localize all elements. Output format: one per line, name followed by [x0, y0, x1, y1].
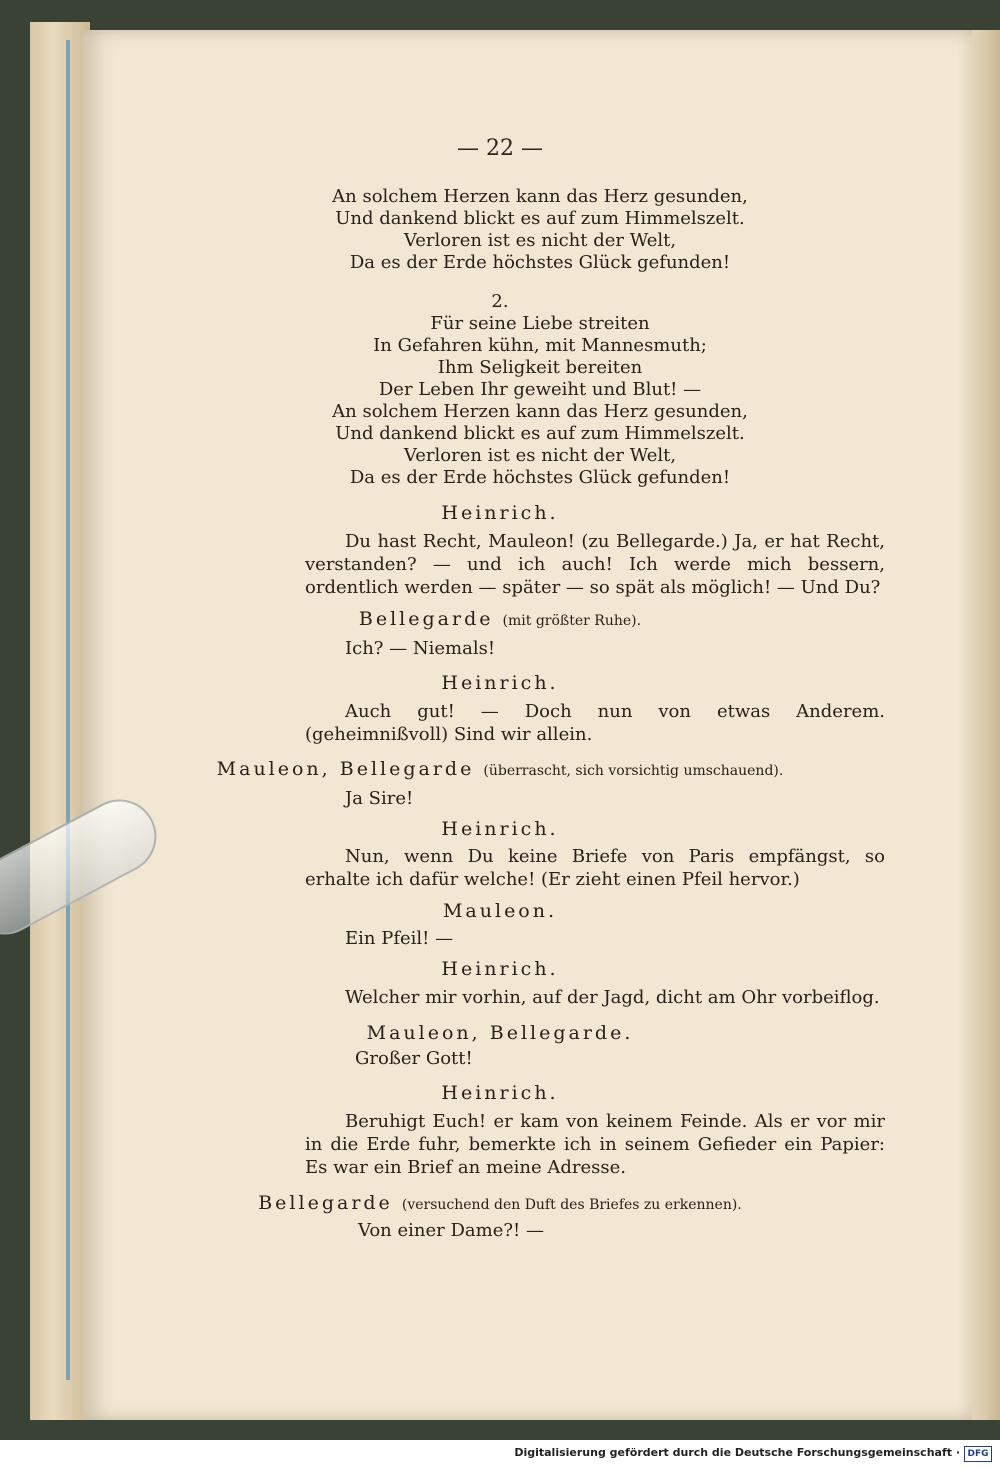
speech-text: Nun, wenn Du keine Briefe von Paris empfängst, so erhalte ich dafür welche! (Er zieht einen Pfeil hervor.) — [305, 846, 885, 890]
speaker-bellegarde-line-2 — [0, 1192, 1000, 1214]
speech-text: Du hast Recht, Mauleon! (zu Bellegarde.) Ja, er hat Recht, verstanden? — und ich auch! Ich werde mich bessern, ordentlich werden — später — so spät als möglich! — Und Du? — [305, 531, 885, 598]
footer-bar — [0, 1440, 1000, 1467]
speaker-heinrich: Heinrich. — [441, 672, 559, 694]
speaker-heinrich: Heinrich. — [441, 502, 559, 524]
verse-line: Verloren ist es nicht der Welt, — [403, 445, 677, 466]
speaker-mauleon-bellegarde-line — [0, 758, 1000, 780]
verse-line: Da es der Erde höchstes Glück gefunden! — [349, 467, 731, 488]
speaker-heinrich: Heinrich. — [441, 818, 559, 840]
speech-heinrich-1 — [305, 530, 885, 599]
stage-direction: (überrascht, sich vorsichtig umschauend). — [483, 763, 784, 779]
stage-direction: (mit größter Ruhe). — [502, 613, 642, 629]
speech-heinrich-2 — [305, 700, 885, 746]
verse-line: An solchem Herzen kann das Herz gesunden, — [332, 186, 748, 207]
verse-line: Der Leben Ihr geweiht und Blut! — — [378, 379, 702, 400]
speech-text: Beruhigt Euch! er kam von keinem Feinde. Als er vor mir in die Erde fuhr, bemerkte ich in seinem Gefieder ein Papier: Es war ein Brief an meine Adresse. — [305, 1111, 885, 1178]
speaker-bellegarde-line — [0, 608, 1000, 630]
page-number: — 22 — — [457, 136, 543, 161]
verse-line: Und dankend blickt es auf zum Himmelszelt. — [335, 423, 745, 444]
verse-line: An solchem Herzen kann das Herz gesunden, — [332, 401, 748, 422]
speech-mauleon-bellegarde-2: Großer Gott! — [355, 1048, 473, 1069]
verse-line: Da es der Erde höchstes Glück gefunden! — [349, 252, 731, 273]
speech-heinrich-4: Welcher mir vorhin, auf der Jagd, dicht am Ohr vorbeiflog. — [345, 987, 880, 1008]
verse-line: Für seine Liebe streiten — [430, 313, 650, 334]
speech-mauleon-bellegarde-1: Ja Sire! — [345, 788, 414, 809]
speech-heinrich-3 — [305, 845, 885, 891]
speaker-heinrich: Heinrich. — [441, 1082, 559, 1104]
speech-bellegarde-2: Von einer Dame?! — — [358, 1220, 544, 1241]
speaker-mauleon: Mauleon. — [442, 900, 558, 922]
stage-direction: (versuchend den Duft des Briefes zu erkennen). — [401, 1197, 742, 1213]
dfg-logo: DFG — [964, 1446, 992, 1462]
verse-line: In Gefahren kühn, mit Mannesmuth; — [373, 335, 707, 356]
speech-heinrich-5 — [305, 1110, 885, 1179]
funding-notice: Digitalisierung gefördert durch die Deutsche Forschungsgemeinschaft · — [514, 1446, 960, 1459]
speaker-bellegarde: Bellegarde — [358, 608, 494, 630]
speaker-mauleon-bellegarde: Mauleon, Bellegarde. — [366, 1022, 634, 1044]
verse-stanza-1 — [300, 186, 780, 274]
verse-line: Und dankend blickt es auf zum Himmelszelt. — [335, 208, 745, 229]
verse-stanza-2 — [300, 313, 780, 489]
speaker-bellegarde: Bellegarde — [258, 1192, 393, 1214]
verse-line: Verloren ist es nicht der Welt, — [403, 230, 677, 251]
stanza-number: 2. — [491, 291, 509, 312]
speech-bellegarde-1: Ich? — Niemals! — [345, 638, 496, 659]
verse-line: Ihm Seligkeit bereiten — [437, 357, 643, 378]
speaker-heinrich: Heinrich. — [441, 958, 559, 980]
speaker-mauleon-bellegarde: Mauleon, Bellegarde — [216, 758, 475, 780]
speech-mauleon-1: Ein Pfeil! — — [345, 928, 454, 949]
speech-text: Auch gut! — Doch nun von etwas Anderem. (geheimnißvoll) Sind wir allein. — [305, 701, 885, 745]
page-edge-marker — [66, 40, 70, 1380]
